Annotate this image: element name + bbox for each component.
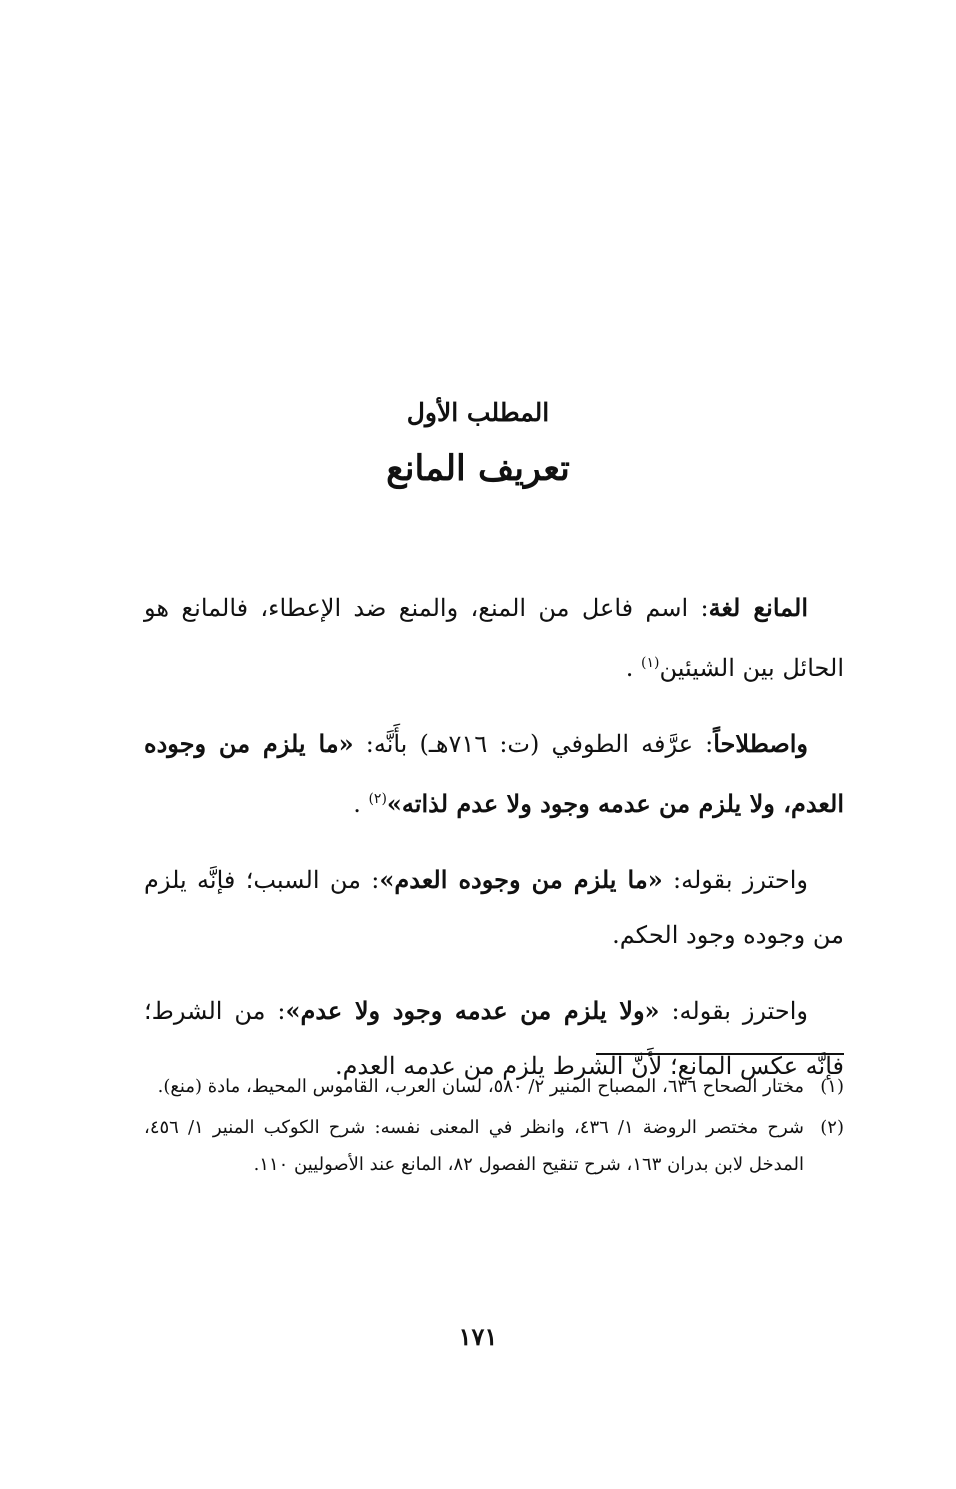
footnote-number: (٢) <box>820 1117 844 1138</box>
paragraph-3-text: : من السبب؛ فإنَّه يلزم من وجوده وجود الحكم. <box>144 866 844 949</box>
footnote-ref-1[interactable]: (١) <box>641 655 660 671</box>
paragraph-3 <box>144 852 844 963</box>
paragraph-2 <box>144 716 844 832</box>
colon: : <box>688 594 709 622</box>
footnote-1 <box>144 1068 844 1105</box>
footnote-number: (١) <box>820 1076 844 1097</box>
paragraph-3-quote: «ما يلزم من وجوده العدم» <box>379 865 663 894</box>
paragraph-1-text: اسم فاعل من المنع، والمنع ضد الإعطاء، فالمانع هو الحائل بين الشيئين <box>144 594 844 682</box>
footnotes <box>144 1068 844 1187</box>
paragraph-4-lead: واحترز بقوله: <box>659 997 808 1025</box>
paragraph-3-lead: واحترز بقوله: <box>662 866 808 894</box>
term-technical: واصطلاحاً <box>713 729 809 758</box>
paragraph-4-quote: «ولا يلزم من عدمه وجود ولا عدم» <box>285 996 660 1025</box>
footnote-text: مختار الصحاح ٦٣٦، المصباح المنير ٢/ ٥٨٠، لسان العرب، القاموس المحيط، مادة (منع). <box>157 1076 804 1097</box>
footnote-text: شرح مختصر الروضة ١/ ٤٣٦، وانظر في المعنى نفسه: شرح الكوكب المنير ١/ ٤٥٦، المدخل لابن بدران ١٦٣، شرح تنقيح الفصول ٨٢، المانع عند الأصوليين ١١٠. <box>144 1117 804 1175</box>
definition-quote: «ما يلزم من وجوده العدم، ولا يلزم من عدمه وجود ولا عدم لذاته» <box>144 729 844 818</box>
paragraph-4-text: : من الشرط؛ فإنَّه عكس المانع؛ لأَنَّ الشرط يلزم من عدمه العدم. <box>144 997 844 1080</box>
paragraph-1 <box>144 580 844 696</box>
term-lexical: المانع لغة <box>708 593 809 622</box>
footnote-divider <box>596 1053 844 1055</box>
paragraph-1-end: . <box>625 654 642 682</box>
paragraph-2-end: . <box>353 790 369 818</box>
page-title: تعريف المانع <box>386 448 570 489</box>
paragraph-2-text: : عرَّفه الطوفي (ت: ٧١٦هـ) بأَنَّه: <box>353 730 714 758</box>
page-number: ١٧١ <box>458 1322 498 1351</box>
footnote-ref-2[interactable]: (٢) <box>368 791 387 807</box>
body-text <box>144 580 844 1114</box>
footnote-2 <box>144 1109 844 1183</box>
section-label: المطلب الأول <box>406 398 550 427</box>
